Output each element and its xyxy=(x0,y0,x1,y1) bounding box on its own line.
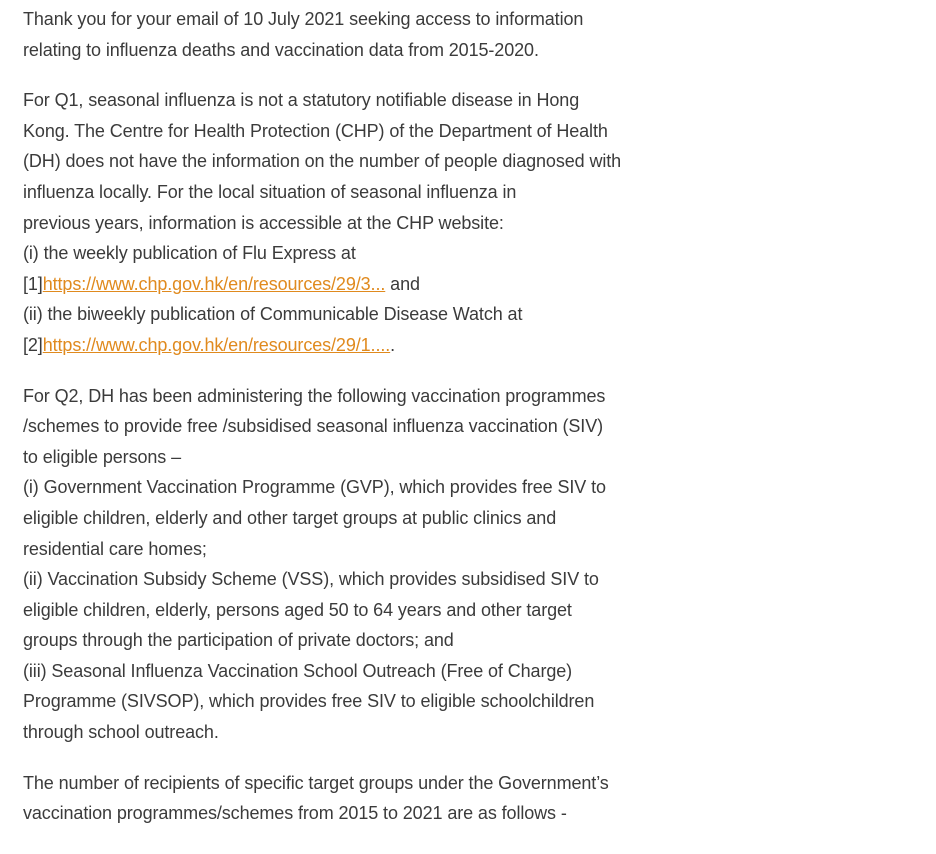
text-line: Programme (SIVSOP), which provides free SIV to eligible schoolchildren xyxy=(23,691,595,712)
flu-express-link[interactable]: https://www.chp.gov.hk/en/resources/29/3... xyxy=(42,273,386,294)
link-ref-number: [1] xyxy=(23,273,43,294)
text-line: Kong. The Centre for Health Protection (CHP) of the Department of Health xyxy=(23,120,608,141)
communicable-disease-watch-link[interactable]: https://www.chp.gov.hk/en/resources/29/1.... xyxy=(42,334,391,355)
text-line: (i) Government Vaccination Programme (GVP), which provides free SIV to xyxy=(23,477,606,498)
email-reply-body xyxy=(23,4,923,849)
paragraph-recipients xyxy=(23,768,923,829)
flu-express-link-line xyxy=(23,269,923,300)
text-line: Thank you for your email of 10 July 2021 seeking access to information xyxy=(23,9,584,29)
text-line: groups through the participation of private doctors; and xyxy=(23,630,454,651)
paragraph-intro xyxy=(23,4,923,65)
link-ref-number: [2] xyxy=(23,334,43,355)
link-suffix: . xyxy=(390,334,396,355)
text-line: vaccination programmes/schemes from 2015 to 2021 are as follows - xyxy=(23,803,567,824)
text-line: (DH) does not have the information on the number of people diagnosed with xyxy=(23,151,622,172)
paragraph-q1 xyxy=(23,85,923,360)
disease-watch-link-line xyxy=(23,330,923,361)
text-line: previous years, information is accessible at the CHP website: xyxy=(23,212,504,233)
text-line: (ii) the biweekly publication of Communicable Disease Watch at xyxy=(23,304,523,325)
text-line: influenza locally. For the local situation of seasonal influenza in xyxy=(23,181,517,202)
text-line: For Q2, DH has been administering the following vaccination programmes xyxy=(23,385,606,406)
text-line: The number of recipients of specific target groups under the Government’s xyxy=(23,772,609,793)
text-line: relating to influenza deaths and vaccination data from 2015-2020. xyxy=(23,39,539,60)
paragraph-q2 xyxy=(23,381,923,748)
link-suffix: and xyxy=(385,273,420,294)
text-line: (ii) Vaccination Subsidy Scheme (VSS), which provides subsidised SIV to xyxy=(23,569,599,590)
text-line: eligible children, elderly and other target groups at public clinics and xyxy=(23,507,557,528)
text-line: (iii) Seasonal Influenza Vaccination School Outreach (Free of Charge) xyxy=(23,660,573,681)
text-line: (i) the weekly publication of Flu Express at xyxy=(23,243,356,264)
text-line: to eligible persons – xyxy=(23,446,182,467)
text-line: residential care homes; xyxy=(23,538,207,559)
text-line: /schemes to provide free /subsidised seasonal influenza vaccination (SIV) xyxy=(23,416,604,437)
text-line: through school outreach. xyxy=(23,722,219,743)
text-line: For Q1, seasonal influenza is not a statutory notifiable disease in Hong xyxy=(23,90,580,111)
text-line: eligible children, elderly, persons aged 50 to 64 years and other target xyxy=(23,599,572,620)
